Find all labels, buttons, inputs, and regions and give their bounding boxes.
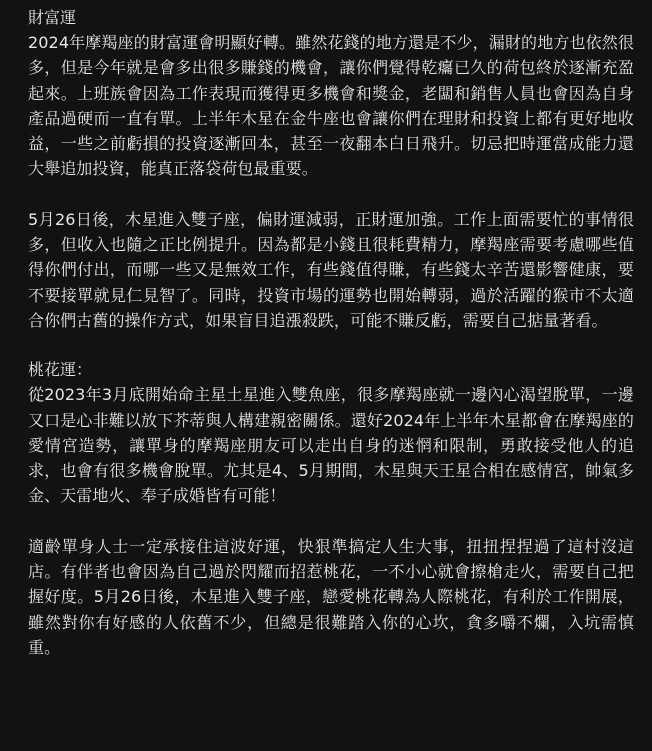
love-paragraph-2: 適齡單身人士一定承接住這波好運，快狠準搞定人生大事，扭扭捏捏過了這村沒這店。有伴者也會因為自己過於閃耀而招惹桃花，一不小心就會擦槍走火，需要自己把握好度。5月26日後，木星進入雙子座，戀愛桃花轉為人際桃花，有利於工作開展，雖然對你有好感的人依舊不少，但總是很難踏入你的心坎，貪多嚼不爛，入坑需慎重。: [28, 536, 634, 657]
paragraph-gap: [28, 182, 634, 207]
paragraph-gap: [28, 509, 634, 534]
wealth-heading: 財富運: [28, 8, 77, 27]
section-gap: [28, 333, 634, 358]
love-heading: 桃花運：: [28, 360, 93, 380]
wealth-paragraph-2: 5月26日後，木星進入雙子座，偏財運減弱，正財運加強。工作上面需要忙的事情很多，但收入也隨之正比例提升。因為都是小錢且很耗費精力，摩羯座需要考慮哪些值得你們付出，而哪一些又是無效工作，有些錢值得賺，有些錢太辛苦還影響健康，要不要接單就見仁見智了。同時，投資市場的運勢也開始轉弱，過於活躍的猴市不太適合你們古舊的操作方式，如果盲目追漲殺跌，可能不賺反虧，需要自己掂量著看。: [28, 209, 634, 330]
love-paragraph-1: 從2023年3月底開始命主星土星進入雙魚座，很多摩羯座就一邊內心渴望脫單，一邊又口是心非難以放下芥蒂與人構建親密關係。還好2024年上半年木星都會在摩羯座的愛情宮造勢，讓單身的摩羯座朋友可以走出自身的迷惘和限制，勇敢接受他人的追求，也會有很多機會脫單。尤其是4、5月期間，木星與天王星合相在感情宮，帥氣多金、天雷地火、奉子成婚皆有可能！: [28, 385, 634, 506]
wealth-paragraph-1: 2024年摩羯座的財富運會明顯好轉。雖然花錢的地方還是不少，漏財的地方也依然很多，但是今年就是會多出很多賺錢的機會，讓你們覺得乾癟已久的荷包終於逐漸充盈起來。上班族會因為工作表現而獲得更多機會和獎金，老闆和銷售人員也會因為自身產品過硬而一直有單。上半年木星在金牛座也會讓你們在理財和投資上都有更好地收益，一些之前虧損的投資逐漸回本，甚至一夜翻本白日飛升。切忌把時運當成能力還大舉追加投資，能真正落袋荷包最重要。: [28, 33, 634, 179]
